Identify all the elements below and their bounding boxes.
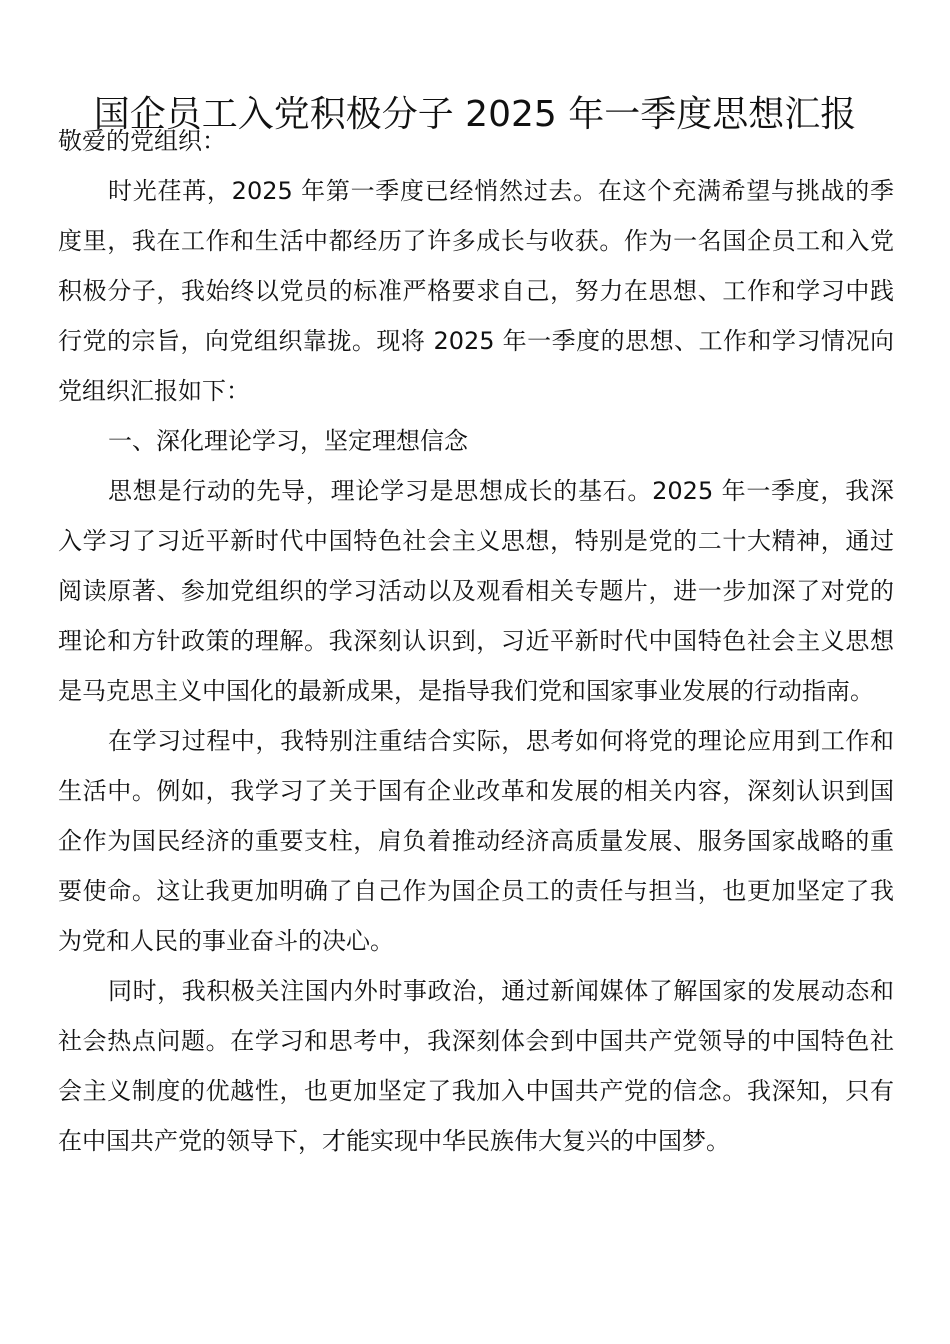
section-heading-1: 一、深化理论学习，坚定理想信念 [108, 427, 468, 455]
paragraph-practice: 在学习过程中，我特别注重结合实际，思考如何将党的理论应用到工作和生活中。例如，我学习了关于国有企业改革和发展的相关内容，深刻认识到国企作为国民经济的重要支柱，肩负着推动经济高质量发展、服务国家战略的重要使命。这让我更加明确了自己作为国企员工的责任与担当，也更加坚定了我为党和人民的事业奋斗的决心。 [58, 727, 894, 955]
salutation: 敬爱的党组织： [58, 127, 226, 155]
paragraph-theory-study: 思想是行动的先导，理论学习是思想成长的基石。2025 年一季度，我深入学习了习近平新时代中国特色社会主义思想，特别是党的二十大精神，通过阅读原著、参加党组织的学习活动以及观看相关专题片，进一步加深了对党的理论和方针政策的理解。我深刻认识到，习近平新时代中国特色社会主义思想是马克思主义中国化的最新成果，是指导我们党和国家事业发展的行动指南。 [58, 477, 894, 705]
document-body [58, 116, 894, 1166]
paragraph-intro: 时光荏苒，2025 年第一季度已经悄然过去。在这个充满希望与挑战的季度里，我在工作和生活中都经历了许多成长与收获。作为一名国企员工和入党积极分子，我始终以党员的标准严格要求自己，努力在思想、工作和学习中践行党的宗旨，向党组织靠拢。现将 2025 年一季度的思想、工作和学习情况向党组织汇报如下： [58, 177, 894, 405]
document-title: 国企员工入党积极分子 2025 年一季度思想汇报 [93, 94, 857, 136]
paragraph-current-affairs: 同时，我积极关注国内外时事政治，通过新闻媒体了解国家的发展动态和社会热点问题。在学习和思考中，我深刻体会到中国共产党领导的中国特色社会主义制度的优越性，也更加坚定了我加入中国共产党的信念。我深知，只有在中国共产党的领导下，才能实现中华民族伟大复兴的中国梦。 [58, 977, 894, 1155]
